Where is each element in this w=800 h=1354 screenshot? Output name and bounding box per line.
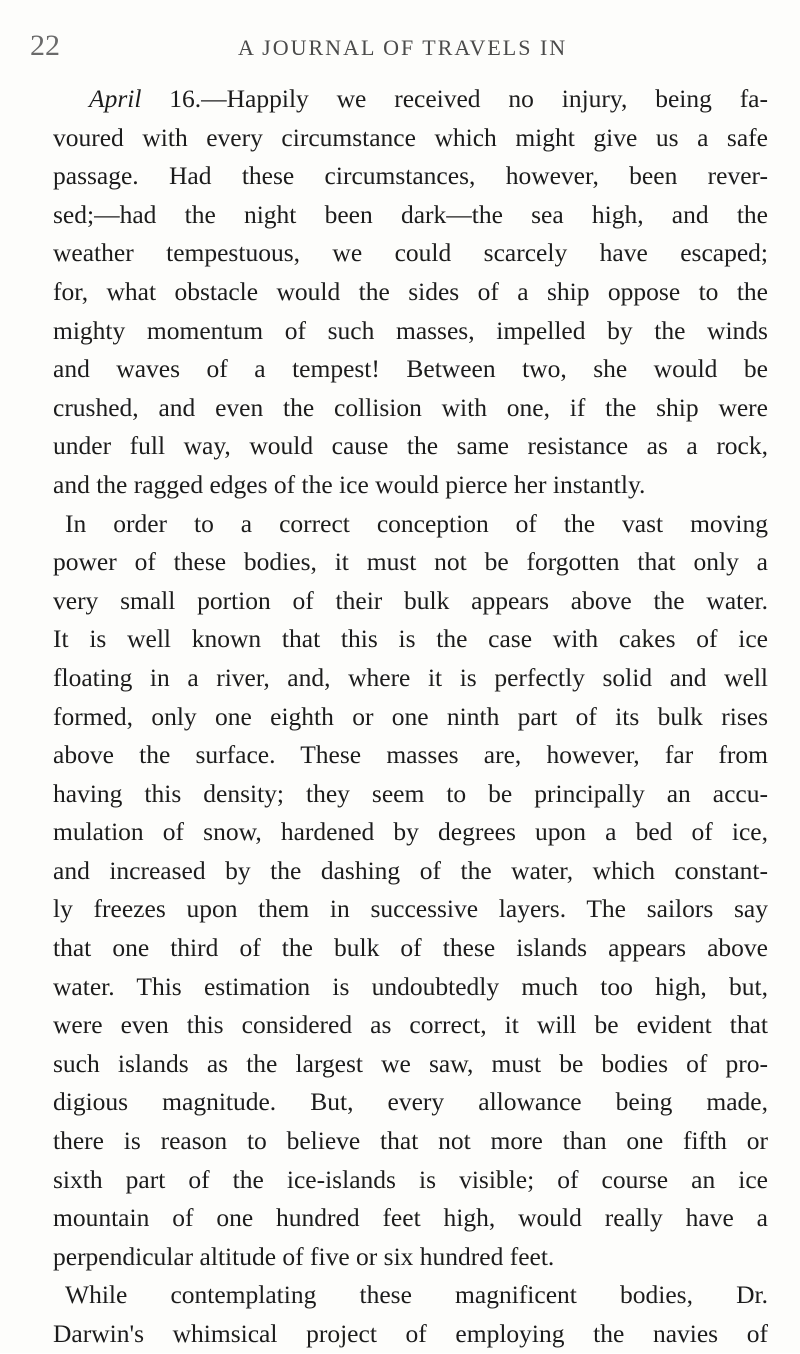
text-line: voured with every circumstance which might give us a safe [53,122,768,152]
text-line: that one third of the bulk of these islands appears above [53,933,768,963]
text-line: digious magnitude. But, every allowance being made, [53,1087,768,1117]
text-line: and the ragged edges of the ice would pierce her instantly. [53,469,646,499]
text-line: mighty momentum of such masses, impelled by the winds [53,315,768,345]
text-line: under full way, would cause the same resistance as a rock, [53,431,768,461]
text-line: such islands as the largest we saw, must be bodies of pro- [53,1048,768,1078]
text-line: Darwin's whimsical project of employing the navies of [53,1319,768,1348]
text-line: formed, only one eighth or one ninth part of its bulk rises [53,701,768,731]
text-line: very small portion of their bulk appears above the water. [53,585,768,615]
body-text [53,80,768,1354]
text-line: perpendicular altitude of five or six hundred feet. [53,1241,555,1271]
line-text: 16.—Happily we received no injury, being fa- [141,84,768,113]
text-line: water. This estimation is undoubtedly much too high, but, [53,971,768,1001]
running-title: A JOURNAL OF TRAVELS IN [238,35,568,60]
text-line [53,80,768,119]
text-line: having this density; they seem to be principally an accu- [53,778,768,808]
text-line: mountain of one hundred feet high, would really have a [53,1203,768,1233]
page-number: 22 [30,29,60,62]
text-line: ly freezes upon them in successive layers. The sailors say [53,894,768,924]
text-line: above the surface. These masses are, however, far from [53,740,768,770]
text-line: floating in a river, and, where it is perfectly solid and well [53,662,768,692]
running-head [30,30,770,62]
text-line: and increased by the dashing of the water, which constant- [53,855,768,885]
text-line: In order to a correct conception of the vast moving [65,508,768,538]
text-line: were even this considered as correct, it will be evident that [53,1010,768,1040]
text-line: there is reason to believe that not more than one fifth or [53,1126,768,1156]
text-line: sixth part of the ice-islands is visible; of course an ice [53,1164,768,1194]
text-line: power of these bodies, it must not be forgotten that only a [53,547,768,577]
text-line: It is well known that this is the case with cakes of ice [53,624,768,654]
text-line: sed;—had the night been dark—the sea high, and the [53,199,768,229]
text-line: and waves of a tempest! Between two, she would be [53,354,768,384]
text-line: crushed, and even the collision with one, if the ship were [53,392,768,422]
date-label: April [89,84,142,113]
text-line: for, what obstacle would the sides of a ship oppose to the [53,276,768,306]
text-line: passage. Had these circumstances, however, been rever- [53,161,768,191]
text-line: mulation of snow, hardened by degrees upon a bed of ice, [53,817,768,847]
text-line: While contemplating these magnificent bodies, Dr. [65,1280,768,1310]
text-line: weather tempestuous, we could scarcely have escaped; [53,238,768,268]
